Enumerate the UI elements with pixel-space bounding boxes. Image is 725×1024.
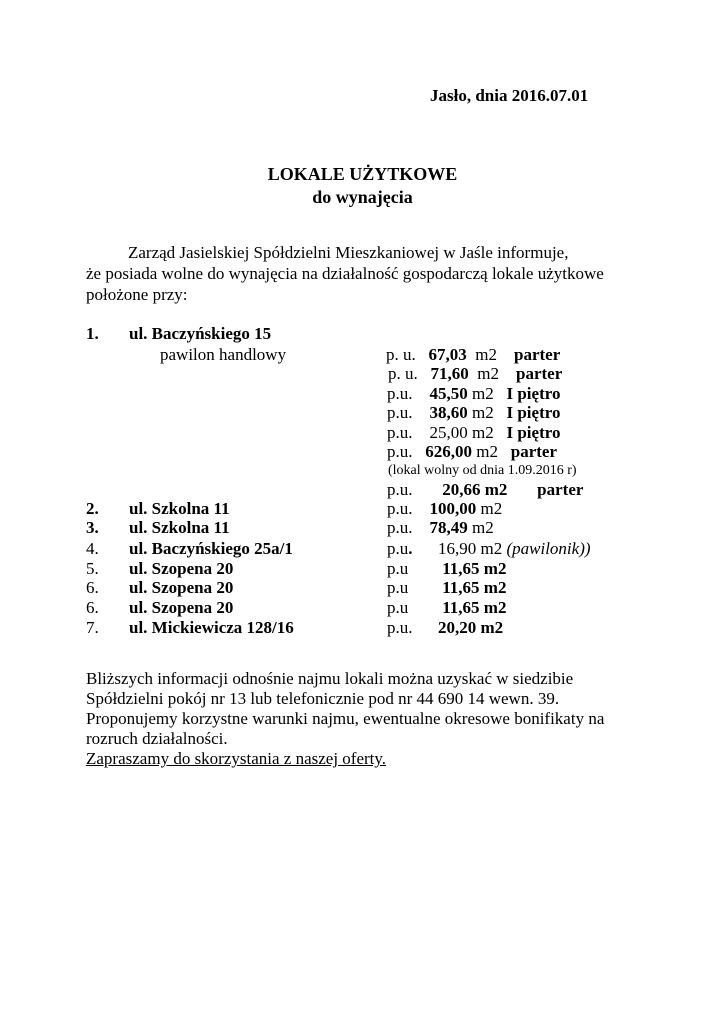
- area-row: [387, 618, 503, 638]
- area-unit: m2: [476, 442, 498, 461]
- area-value: 38,60: [429, 403, 468, 422]
- area-value: 45,50: [429, 384, 468, 403]
- area-pu: p.u.: [387, 384, 413, 403]
- area-extra: (pawilonik)): [506, 539, 591, 558]
- area-value: 71,60: [430, 364, 469, 383]
- item-address: ul. Szopena 20: [129, 598, 234, 617]
- area-row: [387, 403, 560, 423]
- item-number: 6.: [86, 578, 99, 597]
- area-unit: m2: [472, 384, 494, 403]
- area-pu: p.u: [387, 539, 409, 558]
- availability-note: (lokal wolny od dnia 1.09.2016 r): [388, 463, 577, 478]
- area-value: 16,90 m2: [438, 539, 503, 558]
- area-value: 11,65 m2: [442, 559, 507, 578]
- intro-line-3: położone przy:: [86, 285, 188, 304]
- item-number: 5.: [86, 559, 99, 578]
- area-row: [387, 598, 506, 618]
- area-floor: parter: [515, 364, 563, 383]
- item-address: ul. Szopena 20: [129, 559, 234, 578]
- area-pu: p.u.: [387, 518, 413, 537]
- area-pu: p.u: [387, 559, 409, 578]
- closing-line-3: Proponujemy korzystne warunki najmu, ewentualne okresowe bonifikaty na: [86, 709, 605, 728]
- item-number: 7.: [86, 618, 99, 637]
- area-value: 100,00: [429, 499, 477, 518]
- item-address: ul. Baczyńskiego 15: [129, 324, 272, 343]
- area-value: 11,65 m2: [442, 578, 507, 597]
- closing-invitation: Zapraszamy do skorzystania z naszej oferty.: [86, 749, 387, 768]
- intro-line-2: że posiada wolne do wynajęcia na działalność gospodarczą lokale użytkowe: [86, 264, 604, 283]
- area-row: [387, 499, 502, 519]
- closing-line-4: rozruch działalności.: [86, 729, 228, 748]
- area-floor: I piętro: [506, 403, 561, 422]
- area-pu-dot: .: [408, 539, 413, 558]
- closing-line-1: Bliższych informacji odnośnie najmu lokali można uzyskać w siedzibie: [86, 669, 574, 688]
- area-value: 626,00: [425, 442, 472, 461]
- item-number: 6.: [86, 598, 99, 617]
- area-unit: m2: [480, 499, 503, 518]
- item-address: ul. Szopena 20: [129, 578, 234, 597]
- closing-line-2: Spółdzielni pokój nr 13 lub telefonicznie pod nr 44 690 14 wewn. 39.: [86, 689, 560, 708]
- area-pu: p.u.: [387, 499, 413, 518]
- area-row: [387, 384, 560, 404]
- document-date: Jasło, dnia 2016.07.01: [430, 86, 589, 105]
- area-row: [387, 539, 591, 559]
- area-unit: m2: [472, 518, 494, 537]
- area-row: [386, 345, 560, 365]
- area-value: 78,49: [429, 518, 468, 537]
- area-row: [388, 364, 562, 384]
- area-floor: I piętro: [506, 384, 561, 403]
- area-floor: parter: [510, 442, 557, 461]
- area-row: [387, 518, 494, 538]
- area-pu: p.u.: [387, 480, 413, 499]
- item-address: ul. Baczyńskiego 25a/1: [129, 539, 293, 558]
- area-row: [387, 559, 506, 579]
- area-pu: p.u.: [387, 423, 413, 442]
- page-subtitle: do wynajęcia: [312, 187, 413, 207]
- item-address: ul. Mickiewicza 128/16: [129, 618, 294, 637]
- area-row: [387, 423, 560, 443]
- area-row: [387, 578, 506, 598]
- area-unit: m2: [475, 345, 497, 364]
- item-number: 3.: [86, 518, 99, 537]
- area-row: [387, 442, 557, 462]
- area-value: 67,03: [428, 345, 467, 364]
- area-pu: p.u.: [387, 618, 413, 637]
- area-value: 20,66 m2: [442, 480, 508, 499]
- area-unit: m2: [472, 403, 494, 422]
- area-value: 20,20 m2: [438, 618, 504, 637]
- area-pu: p.u: [387, 598, 409, 617]
- area-pu: p. u.: [386, 345, 416, 364]
- area-unit: m2: [472, 423, 494, 442]
- area-floor: parter: [513, 345, 561, 364]
- area-unit: m2: [477, 364, 499, 383]
- area-pu: p. u.: [388, 364, 418, 383]
- intro-line-1: Zarząd Jasielskiej Spółdzielni Mieszkaniowej w Jaśle informuje,: [128, 243, 569, 262]
- page-title: LOKALE UŻYTKOWE: [267, 164, 458, 184]
- item-subtitle: pawilon handlowy: [160, 345, 287, 364]
- area-floor: I piętro: [506, 423, 561, 442]
- area-pu: p.u.: [387, 403, 413, 422]
- item-number: 4.: [86, 539, 99, 558]
- item-address: ul. Szkolna 11: [129, 499, 230, 518]
- area-value: 11,65 m2: [442, 598, 507, 617]
- item-number: 2.: [86, 499, 99, 518]
- area-pu: p.u.: [387, 442, 413, 461]
- area-row: [387, 480, 583, 500]
- item-number: 1.: [86, 324, 99, 343]
- area-pu: p.u: [387, 578, 409, 597]
- area-floor: parter: [537, 480, 584, 499]
- area-value: 25,00: [429, 423, 468, 442]
- item-address: ul. Szkolna 11: [129, 518, 230, 537]
